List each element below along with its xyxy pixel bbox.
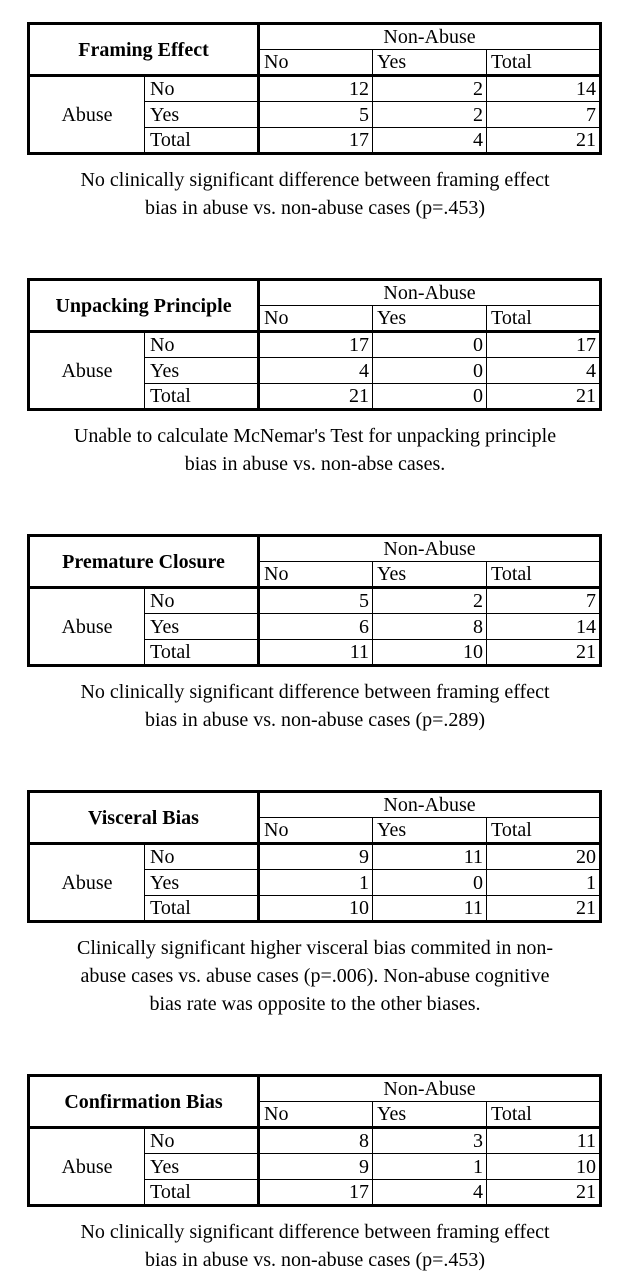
cell-value: 21 (576, 385, 597, 407)
table-title: Premature Closure (29, 536, 259, 588)
header-row-group (29, 24, 601, 50)
column-header-yes: Yes (373, 562, 487, 588)
caption-line: bias in abuse vs. non-abuse cases (p=.453) (144, 197, 486, 219)
column-header-no: No (259, 818, 373, 844)
row-label: Total (145, 896, 259, 922)
row-label: Total (145, 1180, 259, 1206)
contingency-table-framing-effect (27, 22, 602, 155)
table-row (29, 588, 601, 614)
table-caption (20, 166, 610, 222)
table-title: Visceral Bias (29, 792, 259, 844)
cell-value: 9 (259, 844, 373, 870)
caption-line: No clinically significant difference between framing effect (80, 1221, 550, 1243)
caption-line: bias in abuse vs. non-abuse cases (p=.289) (144, 709, 486, 731)
row-label: Yes (145, 358, 259, 384)
caption-line: bias in abuse vs. non-abuse cases (p=.453) (144, 1249, 486, 1271)
cell-value: 8 (373, 614, 487, 640)
cell-value: 17 (259, 1180, 373, 1206)
row-label: Yes (145, 1154, 259, 1180)
header-row-group (29, 792, 601, 818)
cell-value: 17 (259, 332, 373, 358)
row-group-label: Abuse (61, 103, 113, 126)
column-header-yes: Yes (373, 306, 487, 332)
row-label: Total (145, 128, 259, 154)
row-label: Total (145, 384, 259, 410)
column-group-label: Non-Abuse (259, 280, 601, 306)
cell-value: 2 (373, 102, 487, 128)
row-label: No (145, 76, 259, 102)
cell-value: 21 (576, 641, 597, 663)
column-header-no: No (259, 562, 373, 588)
column-header-yes: Yes (373, 1102, 487, 1128)
table-title: Unpacking Principle (29, 280, 259, 332)
cell-value: 4 (373, 128, 487, 154)
column-header-yes: Yes (373, 50, 487, 76)
cell-value: 21 (259, 384, 373, 410)
cell-value: 1 (487, 870, 601, 896)
contingency-table-unpacking-principle (27, 278, 602, 411)
table-row (29, 844, 601, 870)
table-row (29, 76, 601, 102)
cell-value: 14 (487, 76, 601, 102)
cell-value: 0 (373, 332, 487, 358)
cell-value: 7 (487, 102, 601, 128)
cell-value: 8 (259, 1128, 373, 1154)
column-header-total: Total (487, 562, 601, 588)
cell-value: 12 (259, 76, 373, 102)
column-header-total: Total (487, 306, 601, 332)
cell-value: 0 (373, 870, 487, 896)
row-label: No (145, 332, 259, 358)
row-group-label: Abuse (61, 615, 113, 638)
cell-value: 4 (259, 358, 373, 384)
cell-value: 10 (373, 640, 487, 666)
caption-line: No clinically significant difference between framing effect (80, 681, 550, 703)
cell-value: 20 (487, 844, 601, 870)
caption-line: bias in abuse vs. non-abse cases. (184, 453, 446, 475)
cell-value: 3 (373, 1128, 487, 1154)
cell-value: 17 (487, 332, 601, 358)
cell-value: 21 (576, 129, 597, 151)
column-header-total: Total (487, 818, 601, 844)
caption-line: No clinically significant difference between framing effect (80, 169, 550, 191)
column-group-label: Non-Abuse (259, 536, 601, 562)
column-header-no: No (259, 50, 373, 76)
row-label: Total (145, 640, 259, 666)
header-row-group (29, 1076, 601, 1102)
cell-value: 6 (259, 614, 373, 640)
column-group-label: Non-Abuse (259, 24, 601, 50)
table-caption (20, 934, 610, 1018)
table-caption (20, 678, 610, 734)
contingency-table-confirmation-bias (27, 1074, 602, 1207)
cell-value: 4 (487, 358, 601, 384)
cell-value: 14 (487, 614, 601, 640)
table-row (29, 332, 601, 358)
contingency-table-premature-closure (27, 534, 602, 667)
cell-value: 0 (373, 384, 487, 410)
row-label: Yes (145, 870, 259, 896)
column-header-no: No (259, 306, 373, 332)
cell-value: 4 (373, 1180, 487, 1206)
cell-value: 11 (487, 1128, 601, 1154)
row-group-label: Abuse (61, 871, 113, 894)
cell-value: 10 (259, 896, 373, 922)
cell-value: 2 (373, 588, 487, 614)
table-title: Confirmation Bias (29, 1076, 259, 1128)
cell-value: 5 (259, 102, 373, 128)
column-header-no: No (259, 1102, 373, 1128)
caption-line: bias rate was opposite to the other biases. (149, 993, 481, 1015)
cell-value: 11 (259, 640, 373, 666)
row-label: Yes (145, 102, 259, 128)
cell-value: 0 (373, 358, 487, 384)
row-label: No (145, 1128, 259, 1154)
table-row (29, 1128, 601, 1154)
column-header-yes: Yes (373, 818, 487, 844)
cell-value: 7 (487, 588, 601, 614)
row-group-label: Abuse (61, 1155, 113, 1178)
table-caption (20, 1218, 610, 1274)
row-label: Yes (145, 614, 259, 640)
row-group-label: Abuse (61, 359, 113, 382)
column-header-total: Total (487, 1102, 601, 1128)
row-label: No (145, 588, 259, 614)
table-title: Framing Effect (29, 24, 259, 76)
cell-value: 10 (487, 1154, 601, 1180)
cell-value: 1 (373, 1154, 487, 1180)
caption-line: Clinically significant higher visceral bias commited in non- (77, 937, 553, 959)
cell-value: 11 (373, 896, 487, 922)
contingency-table-visceral-bias (27, 790, 602, 923)
caption-line: abuse cases vs. abuse cases (p=.006). Non-abuse cognitive (80, 965, 550, 987)
row-label: No (145, 844, 259, 870)
cell-value: 17 (259, 128, 373, 154)
cell-value: 1 (259, 870, 373, 896)
cell-value: 21 (576, 1181, 597, 1203)
table-caption (20, 422, 610, 478)
cell-value: 5 (259, 588, 373, 614)
cell-value: 11 (373, 844, 487, 870)
header-row-group (29, 280, 601, 306)
caption-line: Unable to calculate McNemar's Test for unpacking principle (73, 425, 557, 447)
cell-value: 21 (576, 897, 597, 919)
header-row-group (29, 536, 601, 562)
cell-value: 9 (259, 1154, 373, 1180)
column-group-label: Non-Abuse (259, 1076, 601, 1102)
column-group-label: Non-Abuse (259, 792, 601, 818)
cell-value: 2 (373, 76, 487, 102)
column-header-total: Total (487, 50, 601, 76)
